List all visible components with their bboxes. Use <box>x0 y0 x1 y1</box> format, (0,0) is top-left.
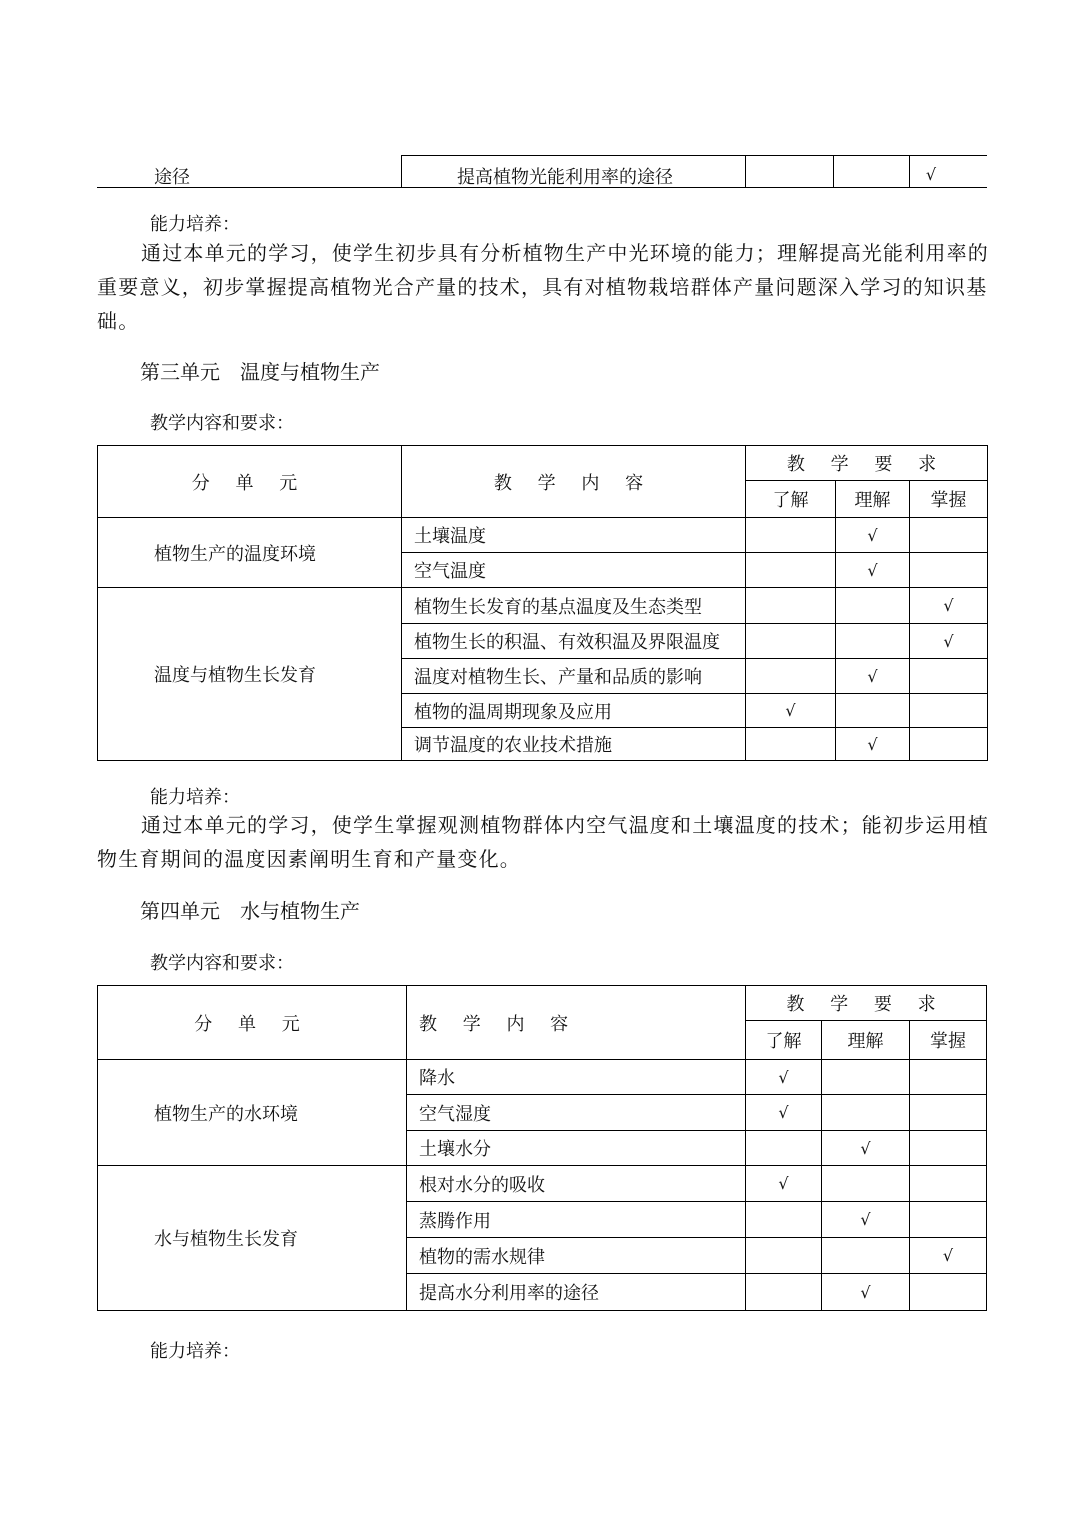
check-understand <box>746 553 836 588</box>
content-label: 教学内容和要求： <box>150 413 294 434</box>
check-understand: √ <box>746 1095 822 1131</box>
check-master: √ <box>910 1238 987 1274</box>
check-comprehend: √ <box>836 518 910 553</box>
header-understand: 了解 <box>746 481 836 518</box>
row-unit: 途径 <box>154 167 190 188</box>
group-name: 植物生产的水环境 <box>98 1060 407 1166</box>
header-comprehend: 理解 <box>836 481 910 518</box>
check-understand <box>746 728 836 761</box>
row-content: 植物的温周期现象及应用 <box>402 694 746 728</box>
header-content: 教 学 内 容 <box>407 986 746 1060</box>
check-understand <box>746 659 836 694</box>
unit3-table <box>97 445 988 761</box>
check-comprehend <box>836 624 910 659</box>
row-content: 植物生长的积温、有效积温及界限温度 <box>402 624 746 659</box>
row-content: 降水 <box>407 1060 746 1095</box>
row-content: 调节温度的农业技术措施 <box>402 728 746 761</box>
check-comprehend: √ <box>822 1274 910 1311</box>
group-name: 温度与植物生长发育 <box>98 588 402 761</box>
check-master <box>910 728 988 761</box>
row-content: 根对水分的吸收 <box>407 1166 746 1202</box>
check-comprehend: √ <box>822 1131 910 1166</box>
header-unit: 分 单 元 <box>98 986 407 1060</box>
table-row <box>98 518 988 553</box>
check-master <box>910 659 988 694</box>
header-content: 教 学 内 容 <box>402 446 746 518</box>
table-row <box>98 588 988 624</box>
check-master <box>910 553 988 588</box>
check-master <box>910 1060 987 1095</box>
header-understand: 了解 <box>746 1021 822 1060</box>
row-content: 空气温度 <box>402 553 746 588</box>
row-content: 提高水分利用率的途径 <box>407 1274 746 1311</box>
check-understand <box>746 624 836 659</box>
check-master <box>910 694 988 728</box>
check-comprehend <box>822 1238 910 1274</box>
row-content: 提高植物光能利用率的途径 <box>457 167 673 188</box>
check-understand <box>746 588 836 624</box>
check-master: √ <box>925 165 937 184</box>
row-content: 植物生长发育的基点温度及生态类型 <box>402 588 746 624</box>
group-name: 植物生产的温度环境 <box>98 518 402 588</box>
check-understand: √ <box>746 1166 822 1202</box>
row-content: 土壤水分 <box>407 1131 746 1166</box>
check-understand <box>746 518 836 553</box>
check-understand <box>746 1238 822 1274</box>
check-master <box>910 1202 987 1238</box>
check-understand <box>746 1131 822 1166</box>
table-row-border <box>401 155 987 156</box>
row-content: 植物的需水规律 <box>407 1238 746 1274</box>
header-requirement: 教 学 要 求 <box>746 446 988 481</box>
check-master <box>910 1095 987 1131</box>
check-master <box>910 1166 987 1202</box>
check-comprehend: √ <box>822 1202 910 1238</box>
check-master: √ <box>910 624 988 659</box>
check-comprehend <box>822 1095 910 1131</box>
table-row <box>98 1060 987 1095</box>
header-requirement: 教 学 要 求 <box>746 986 987 1021</box>
check-understand <box>746 1202 822 1238</box>
header-unit: 分 单 元 <box>98 446 402 518</box>
unit-title: 第三单元 温度与植物生产 <box>140 360 380 384</box>
row-content: 蒸腾作用 <box>407 1202 746 1238</box>
row-content: 温度对植物生长、产量和品质的影响 <box>402 659 746 694</box>
check-understand: √ <box>746 1060 822 1095</box>
check-understand <box>746 1274 822 1311</box>
check-understand: √ <box>746 694 836 728</box>
ability-label: 能力培养： <box>150 214 240 235</box>
table-row <box>98 1166 987 1202</box>
check-master <box>910 1131 987 1166</box>
content-label: 教学内容和要求： <box>150 953 294 974</box>
header-comprehend: 理解 <box>822 1021 910 1060</box>
ability-paragraph: 通过本单元的学习，使学生初步具有分析植物生产中光环境的能力；理解提高光能利用率的重要意义，初步掌握提高植物光合产量的技术，具有对植物栽培群体产量问题深入学习的知识基础。 <box>97 241 989 333</box>
header-master: 掌握 <box>910 1021 987 1060</box>
check-comprehend: √ <box>836 659 910 694</box>
row-content: 土壤温度 <box>402 518 746 553</box>
header-master: 掌握 <box>910 481 988 518</box>
check-comprehend <box>836 694 910 728</box>
ability-paragraph: 通过本单元的学习，使学生掌握观测植物群体内空气温度和土壤温度的技术；能初步运用植物生育期间的温度因素阐明生育和产量变化。 <box>97 813 989 871</box>
ability-label: 能力培养： <box>150 1341 240 1362</box>
check-master: √ <box>910 588 988 624</box>
group-name: 水与植物生长发育 <box>98 1166 407 1311</box>
row-content: 空气湿度 <box>407 1095 746 1131</box>
check-comprehend <box>836 588 910 624</box>
check-comprehend: √ <box>836 728 910 761</box>
check-comprehend: √ <box>836 553 910 588</box>
check-master <box>910 1274 987 1311</box>
ability-label: 能力培养： <box>150 787 240 808</box>
check-comprehend <box>822 1060 910 1095</box>
unit4-table <box>97 985 987 1311</box>
check-master <box>910 518 988 553</box>
unit-title: 第四单元 水与植物生产 <box>140 899 360 923</box>
check-comprehend <box>822 1166 910 1202</box>
